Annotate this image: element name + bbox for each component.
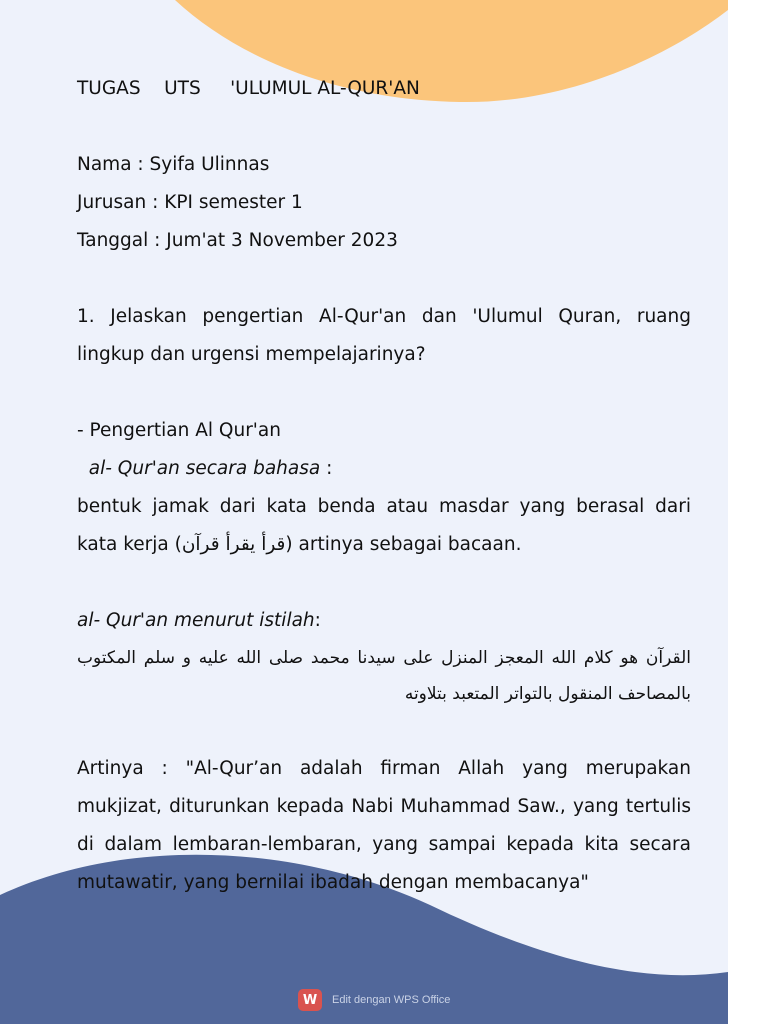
wps-footer[interactable] — [298, 988, 450, 1012]
document-body — [77, 70, 691, 902]
subheading-istilah-colon: : — [314, 610, 321, 631]
wps-footer-label[interactable]: Edit dengan WPS Office — [332, 994, 451, 1006]
section-heading-pengertian: - Pengertian Al Qur'an — [77, 420, 281, 441]
subheading-bahasa-colon: : — [320, 458, 333, 479]
bahasa-text-end: ) artinya sebagai bacaan. — [285, 534, 522, 555]
right-margin-strip — [728, 0, 768, 1024]
student-name: Nama : Syifa Ulinnas — [77, 154, 270, 175]
wps-office-icon[interactable]: W — [298, 989, 322, 1011]
subheading-istilah-text: al- Qur'an menurut istilah — [77, 610, 315, 631]
arabic-definition: القرآن هو كلام الله المعجز المنزل على سيدنا محمد صلى الله عليه و سلم المكتوب بالمصاحف المنقول بالتواتر المتعبد بتلاوته — [77, 648, 691, 704]
subheading-bahasa-text: al- Qur'an secara bahasa — [88, 458, 321, 479]
subheading-bahasa — [77, 450, 691, 488]
translation-paragraph: Artinya : "Al-Qur’an adalah firman Allah yang merupakan mukjizat, diturunkan kepada Nabi Muhammad Saw., yang tertulis di dalam lembaran-lembaran, yang sampai kepada kita secara mutawatir, yang bernilai ibadah dengan membacanya" — [77, 758, 691, 893]
bahasa-arabic-words: قرأ يقرأ قرآن — [181, 534, 286, 555]
student-major: Jurusan : KPI semester 1 — [77, 192, 303, 213]
document-title: TUGAS UTS 'ULUMUL AL-QUR'AN — [77, 78, 420, 99]
bahasa-definition — [77, 488, 691, 564]
question-1: 1. Jelaskan pengertian Al-Qur'an dan 'Ulumul Quran, ruang lingkup dan urgensi mempelajarinya? — [77, 306, 691, 365]
assignment-date: Tanggal : Jum'at 3 November 2023 — [77, 230, 398, 251]
bahasa-text-start: bentuk jamak dari kata benda atau masdar yang berasal dari kata kerja ( — [77, 496, 691, 555]
subheading-istilah — [77, 602, 691, 640]
